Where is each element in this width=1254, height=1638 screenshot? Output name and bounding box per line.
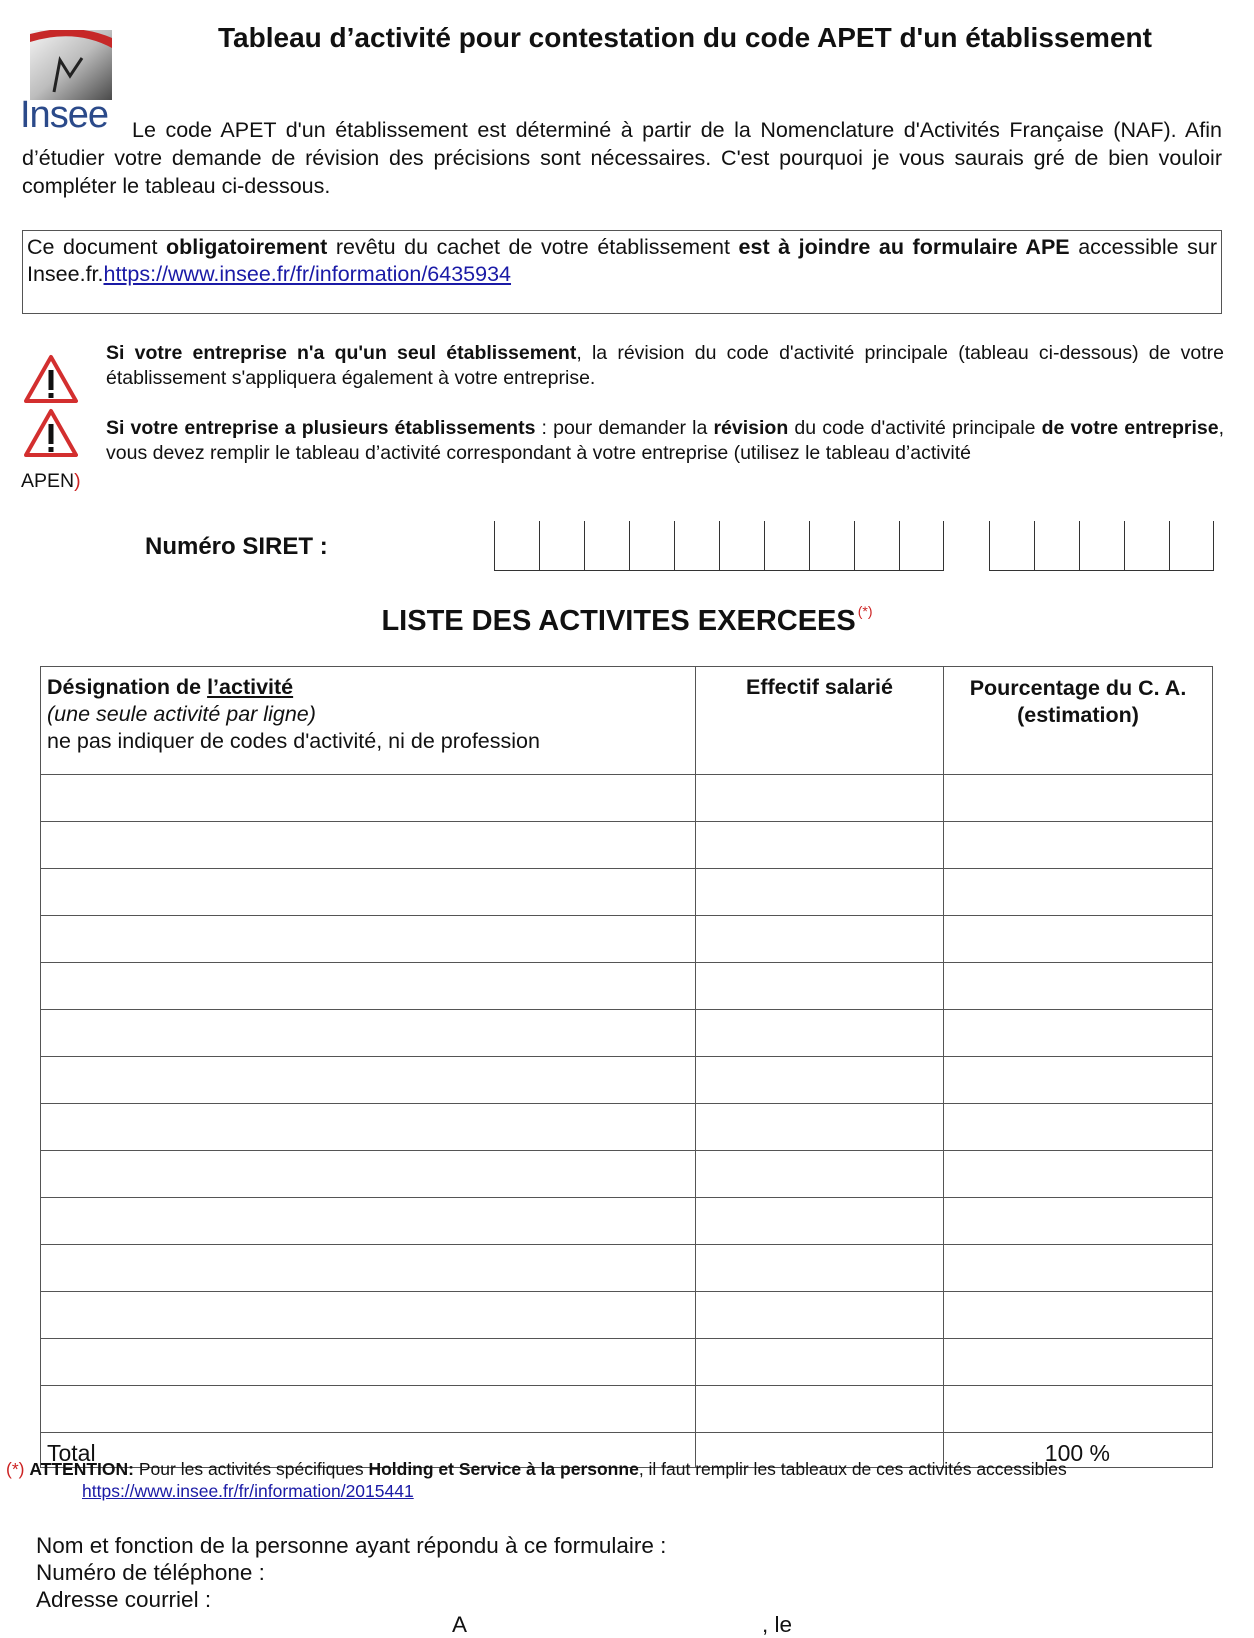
revenue-percent-cell[interactable] <box>944 1339 1213 1386</box>
siret-nic-cell[interactable] <box>1079 521 1124 571</box>
signature-date: , le <box>762 1612 793 1637</box>
warning-text: du code d'activité principale <box>788 417 1042 439</box>
notice-bold-mandatory: obligatoirement <box>166 235 328 259</box>
header-revenue-percent <box>944 667 1213 775</box>
table-row <box>41 1104 1213 1151</box>
activities-table <box>40 666 1213 1468</box>
activity-cell[interactable] <box>41 1339 696 1386</box>
notice-text: revêtu du cachet de votre établissement <box>327 235 739 259</box>
activity-cell[interactable] <box>41 822 696 869</box>
header-activity-italic: (une seule activité par ligne) <box>47 702 316 726</box>
table-row <box>41 963 1213 1010</box>
asterisk-note-mark: (*) <box>857 603 873 619</box>
contact-name-line: Nom et fonction de la personne ayant répondu à ce formulaire : <box>36 1533 667 1558</box>
table-row <box>41 1198 1213 1245</box>
signature-place: A <box>452 1612 468 1637</box>
attention-text: Pour les activités spécifiques <box>134 1459 369 1479</box>
activity-cell[interactable] <box>41 1386 696 1433</box>
activity-cell[interactable] <box>41 963 696 1010</box>
warning-text: , vous devez remplir le tableau d’activité correspondant à votre entreprise (utilisez le tableau d’activité <box>106 417 1224 464</box>
table-row <box>41 1292 1213 1339</box>
page-title: Tableau d’activité pour contestation du code APET d'un établissement <box>218 22 1152 53</box>
warning-tail <box>21 470 81 493</box>
siret-nic-cell[interactable] <box>1124 521 1169 571</box>
table-header-row <box>41 667 1213 775</box>
siret-digit-cell[interactable] <box>719 521 764 571</box>
attention-mark: (*) <box>6 1459 25 1479</box>
revenue-percent-cell[interactable] <box>944 869 1213 916</box>
revenue-percent-cell[interactable] <box>944 822 1213 869</box>
employees-cell[interactable] <box>696 1386 944 1433</box>
specific-activities-link[interactable]: https://www.insee.fr/fr/information/2015441 <box>82 1481 414 1501</box>
table-row <box>41 869 1213 916</box>
employees-cell[interactable] <box>696 1151 944 1198</box>
table-row <box>41 1151 1213 1198</box>
revenue-percent-cell[interactable] <box>944 1104 1213 1151</box>
notice-box <box>22 230 1222 314</box>
attention-note <box>6 1458 1246 1480</box>
header-revenue-line1: Pourcentage du C. A. <box>969 676 1187 700</box>
activity-cell[interactable] <box>41 775 696 822</box>
employees-cell[interactable] <box>696 1010 944 1057</box>
ape-form-link[interactable]: https://www.insee.fr/fr/information/6435934 <box>103 262 512 286</box>
revenue-percent-cell[interactable] <box>944 1292 1213 1339</box>
revenue-percent-cell[interactable] <box>944 1010 1213 1057</box>
activity-cell[interactable] <box>41 1198 696 1245</box>
employees-cell[interactable] <box>696 1057 944 1104</box>
header-activity-underlined: l’activité <box>207 675 294 699</box>
warning-bold: Si votre entreprise n'a qu'un seul établissement <box>106 342 577 364</box>
table-row <box>41 1339 1213 1386</box>
apen-paren: ) <box>74 470 81 492</box>
revenue-percent-cell[interactable] <box>944 916 1213 963</box>
table-row <box>41 1386 1213 1433</box>
intro-paragraph <box>22 116 1222 200</box>
siret-digit-cell[interactable] <box>809 521 854 571</box>
header-activity-note: ne pas indiquer de codes d'activité, ni de profession <box>47 729 540 753</box>
table-row <box>41 822 1213 869</box>
header-activity-bold: Désignation de <box>47 675 208 699</box>
siret-digit-cell[interactable] <box>674 521 719 571</box>
activity-cell[interactable] <box>41 1057 696 1104</box>
warning-single-establishment <box>106 341 1224 391</box>
revenue-percent-cell[interactable] <box>944 1198 1213 1245</box>
employees-cell[interactable] <box>696 1339 944 1386</box>
notice-text: Ce document <box>27 235 167 259</box>
employees-cell[interactable] <box>696 1292 944 1339</box>
siret-label: Numéro SIRET : <box>145 533 328 560</box>
activity-cell[interactable] <box>41 1010 696 1057</box>
header-activity <box>41 667 696 775</box>
warning-text: : pour demander la <box>535 417 714 439</box>
revenue-percent-cell[interactable] <box>944 1386 1213 1433</box>
employees-cell[interactable] <box>696 1104 944 1151</box>
revenue-percent-cell[interactable] <box>944 1151 1213 1198</box>
activity-cell[interactable] <box>41 1151 696 1198</box>
siret-digit-cell[interactable] <box>494 521 539 571</box>
activity-cell[interactable] <box>41 916 696 963</box>
siret-digit-cell[interactable] <box>629 521 674 571</box>
siret-nic-cell[interactable] <box>1169 521 1214 571</box>
logo-wordmark: Insee <box>20 94 108 136</box>
revenue-percent-cell[interactable] <box>944 963 1213 1010</box>
insee-logo-icon <box>30 30 112 100</box>
warning-bold: de votre entreprise <box>1041 417 1219 439</box>
activity-cell[interactable] <box>41 1104 696 1151</box>
employees-cell[interactable] <box>696 822 944 869</box>
siret-digit-cell[interactable] <box>764 521 809 571</box>
siret-nic-cell[interactable] <box>1034 521 1079 571</box>
employees-cell[interactable] <box>696 1198 944 1245</box>
total-percent: 100 % <box>944 1433 1213 1468</box>
notice-bold-join: est à joindre au formulaire APE <box>738 235 1070 259</box>
warning-multiple-establishments <box>106 416 1224 466</box>
activity-cell[interactable] <box>41 1245 696 1292</box>
siret-digit-cell[interactable] <box>854 521 899 571</box>
table-row <box>41 916 1213 963</box>
intro-text: Le code APET d'un établissement est déterminé à partir de la Nomenclature d'Activités Française (NAF). Afin d’étudier votre demande de révision des précisions sont nécessaires. C'est pourquoi je vous saurais gré de bien vouloir compléter le tableau ci-dessous. <box>22 118 1222 198</box>
attention-text: , il faut remplir les tableaux de ces activités accessibles <box>638 1459 1067 1479</box>
warning-bold: Si votre entreprise a plusieurs établissements <box>106 417 536 439</box>
header-employees: Effectif salarié <box>696 667 944 775</box>
warning-icon <box>24 408 78 458</box>
contact-block <box>36 1532 666 1613</box>
activities-list-title <box>0 603 1254 638</box>
revenue-percent-cell[interactable] <box>944 1245 1213 1292</box>
siret-digit-cell[interactable] <box>899 521 944 571</box>
employees-cell[interactable] <box>696 916 944 963</box>
apen-text: APEN <box>21 470 75 492</box>
header-revenue-line2: (estimation) <box>1017 703 1139 727</box>
contact-email-line: Adresse courriel : <box>36 1587 212 1612</box>
total-label: Total <box>41 1433 696 1468</box>
revenue-percent-cell[interactable] <box>944 775 1213 822</box>
employees-cell[interactable] <box>696 869 944 916</box>
contact-phone-line: Numéro de téléphone : <box>36 1560 265 1585</box>
revenue-percent-cell[interactable] <box>944 1057 1213 1104</box>
warning-text: , la révision du code d'activité principale (tableau ci-dessous) de votre établissement s'appliquera également à votre entreprise. <box>106 342 1225 389</box>
siret-nic-cell[interactable] <box>989 521 1034 571</box>
attention-label: ATTENTION: <box>29 1459 135 1479</box>
activity-cell[interactable] <box>41 1292 696 1339</box>
warning-bold: révision <box>713 417 789 439</box>
siret-input-grid[interactable] <box>494 521 1214 571</box>
employees-cell[interactable] <box>696 963 944 1010</box>
activity-cell[interactable] <box>41 869 696 916</box>
siret-digit-cell[interactable] <box>539 521 584 571</box>
table-row <box>41 1057 1213 1104</box>
table-row <box>41 1010 1213 1057</box>
warning-icon <box>24 354 78 404</box>
notice-text: accessible sur Insee.fr. <box>27 235 1217 286</box>
attention-bold: Holding et Service à la personne <box>368 1459 639 1479</box>
table-row <box>41 775 1213 822</box>
employees-cell[interactable] <box>696 1245 944 1292</box>
siret-gap <box>944 521 989 571</box>
siret-digit-cell[interactable] <box>584 521 629 571</box>
table-row <box>41 1245 1213 1292</box>
list-title-text: LISTE DES ACTIVITES EXERCEES <box>381 605 856 637</box>
employees-cell[interactable] <box>696 775 944 822</box>
